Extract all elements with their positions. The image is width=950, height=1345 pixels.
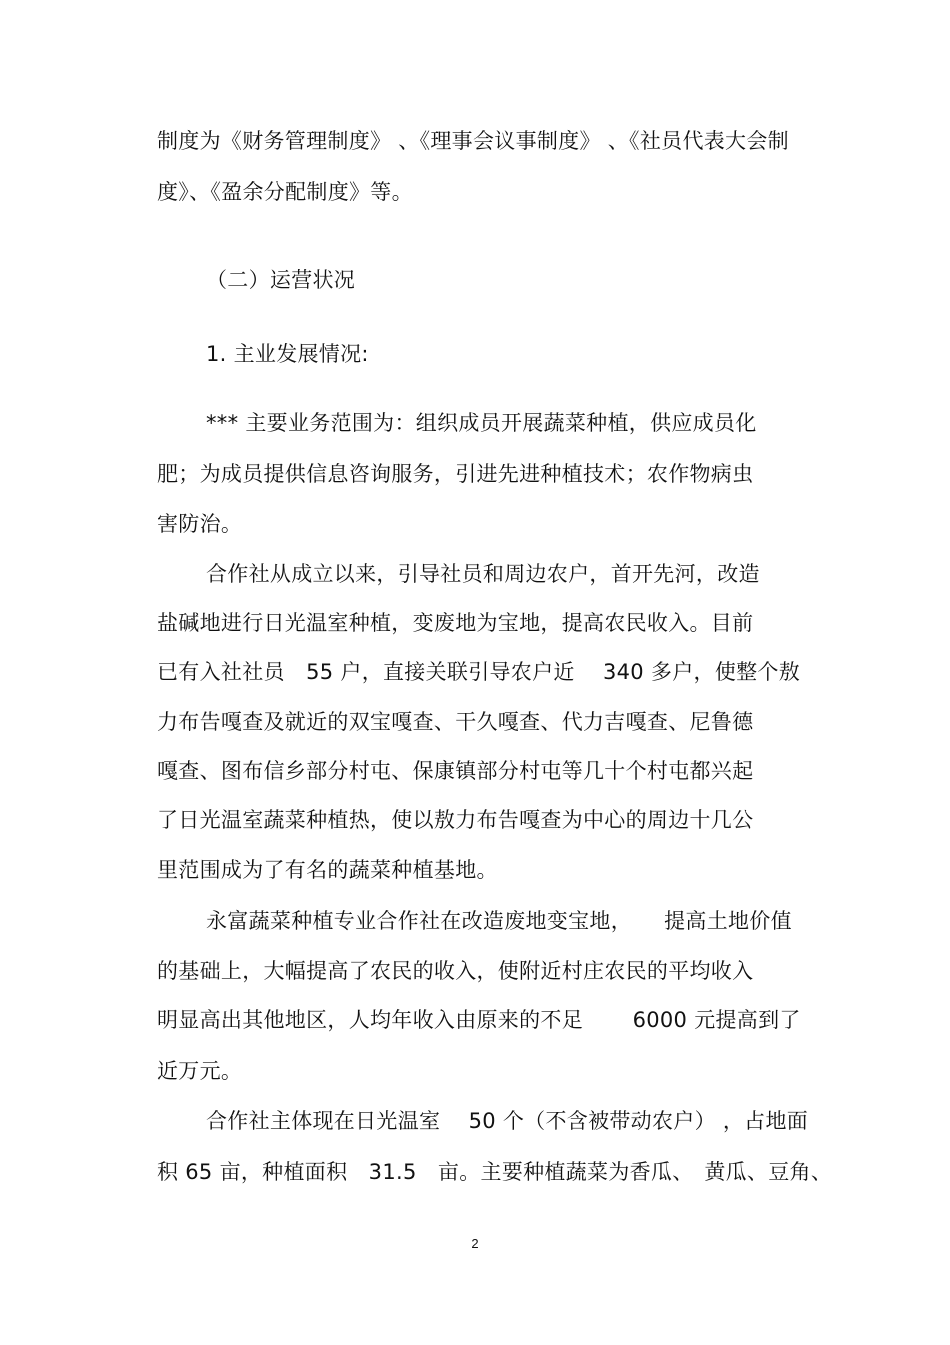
text-line: 肥；为成员提供信息咨询服务，引进先进种植技术；农作物病虫	[157, 462, 754, 486]
text-line: 积 65 亩，种植面积 31.5 亩。主要种植蔬菜为香瓜、 黄瓜、豆角、	[157, 1160, 833, 1184]
text-line: 害防治。	[157, 512, 243, 536]
text-line: 制度为《财务管理制度》 、《理事会议事制度》 、《社员代表大会制	[157, 129, 789, 153]
section-heading: （二）运营状况	[206, 268, 356, 292]
text-line: 已有入社社员 55 户，直接关联引导农户近 340 多户，使整个敖	[157, 660, 801, 684]
subsection-heading: 1. 主业发展情况:	[206, 342, 369, 366]
text-line: 的基础上，大幅提高了农民的收入，使附近村庄农民的平均收入	[157, 959, 754, 983]
text-line: 合作社主体现在日光温室 50 个（不含被带动农户） ，占地面	[206, 1109, 809, 1133]
page-number: 2	[471, 1236, 479, 1251]
text-line: 了日光温室蔬菜种植热，使以敖力布告嘎查为中心的周边十几公	[157, 808, 754, 832]
text-line: 明显高出其他地区，人均年收入由原来的不足 6000 元提高到了	[157, 1008, 801, 1032]
text-line: 度》、《盈余分配制度》等。	[157, 180, 413, 204]
text-line: 里范围成为了有名的蔬菜种植基地。	[157, 858, 498, 882]
text-line: 盐碱地进行日光温室种植，变废地为宝地，提高农民收入。目前	[157, 611, 754, 635]
text-line: 嘎查、图布信乡部分村屯、保康镇部分村屯等几十个村屯都兴起	[157, 759, 754, 783]
text-line: 近万元。	[157, 1059, 243, 1083]
text-line: 合作社从成立以来，引导社员和周边农户，首开先河，改造	[206, 562, 760, 586]
text-line: 力布告嘎查及就近的双宝嘎查、干久嘎查、代力吉嘎查、尼鲁德	[157, 710, 754, 734]
text-line: *** 主要业务范围为：组织成员开展蔬菜种植，供应成员化	[206, 411, 757, 435]
text-line: 永富蔬菜种植专业合作社在改造废地变宝地， 提高土地价值	[206, 909, 792, 933]
